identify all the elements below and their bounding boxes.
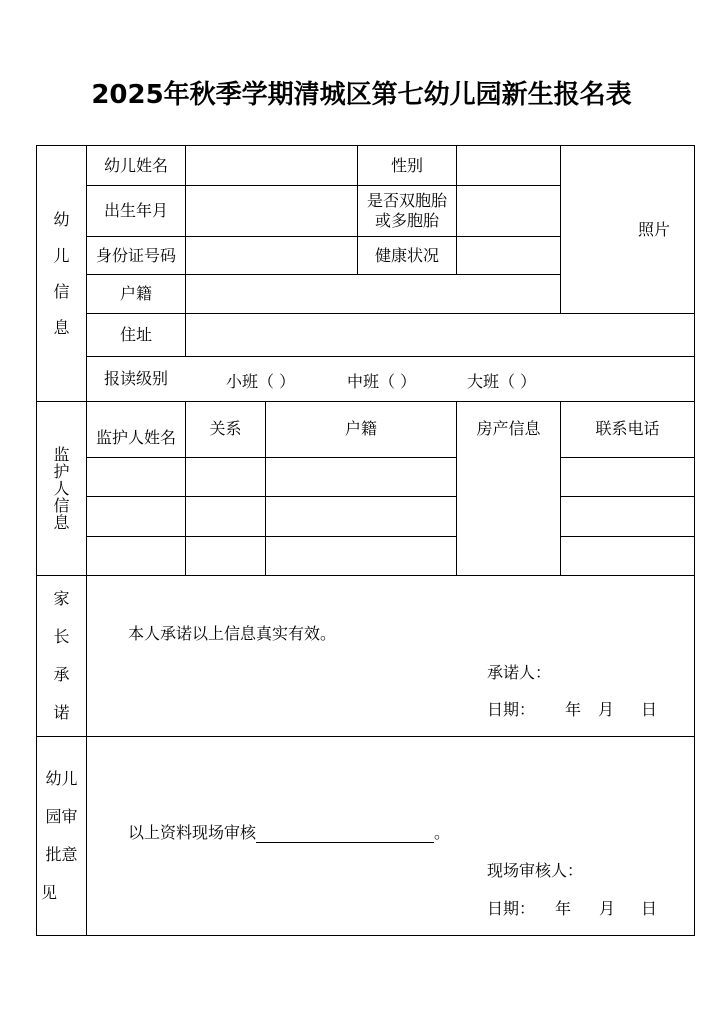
property-info-header: 房产信息: [476, 419, 541, 438]
child-name-label: 幼儿姓名: [103, 155, 168, 175]
child-info-header-char: 幼: [53, 209, 70, 229]
gender-field[interactable]: [457, 146, 560, 185]
twins-label: [358, 186, 456, 236]
review-opinion-header-line: 幼儿: [45, 769, 78, 788]
child-info-header-char: 信: [53, 281, 70, 301]
class-middle-option[interactable]: 中班（ ）: [347, 372, 417, 391]
review-statement-prefix: 以上资料现场审核: [128, 823, 257, 842]
guardian-1-relation-field[interactable]: [186, 458, 265, 496]
promise-date-year: 年: [565, 700, 582, 719]
parent-promise-header: [37, 576, 86, 736]
guardian-name-header: 监护人姓名: [95, 427, 176, 447]
promise-signer-field[interactable]: [555, 656, 675, 682]
property-info-field[interactable]: [457, 458, 560, 575]
relation-header: 关系: [209, 419, 242, 438]
review-date-month: 月: [599, 899, 616, 918]
review-opinion-header-line: 批意: [45, 845, 78, 864]
guardian-2-name-field[interactable]: [87, 497, 185, 536]
reviewer-label: 现场审核人：: [487, 861, 584, 880]
review-date-label: 日期：: [487, 899, 536, 918]
parent-promise-statement: 本人承诺以上信息真实有效。: [128, 624, 337, 643]
review-statement: [128, 820, 450, 843]
id-number-label: 身份证号码: [95, 245, 176, 265]
guardian-3-relation-field[interactable]: [186, 537, 265, 575]
hukou-label: 户籍: [119, 284, 152, 303]
guardian-2-hukou-field[interactable]: [266, 497, 456, 536]
birth-date-label: 出生年月: [103, 201, 168, 220]
review-date-year: 年: [555, 899, 572, 918]
child-info-header-char: 儿: [53, 245, 70, 265]
child-name-field[interactable]: [186, 146, 357, 185]
promise-date-day: 日: [641, 700, 658, 719]
photo-box[interactable]: [561, 146, 694, 313]
review-result-field[interactable]: [256, 824, 434, 843]
guardian-info-header-char: 息: [53, 513, 70, 532]
parent-promise-header-char: 诺: [53, 703, 70, 722]
guardian-info-header-char: 人: [53, 479, 70, 498]
review-opinion-header: [37, 737, 86, 935]
hukou-field[interactable]: [186, 275, 560, 313]
guardian-1-hukou-field[interactable]: [266, 458, 456, 496]
guardian-info-header-char: 监: [53, 445, 70, 464]
class-level-label: 报读级别: [103, 369, 168, 388]
parent-promise-header-char: 家: [53, 589, 70, 608]
guardian-3-phone-field[interactable]: [561, 537, 694, 575]
parent-promise-header-char: 长: [53, 627, 70, 646]
guardian-info-header-char: 信: [53, 496, 70, 515]
twins-label-line: 是否双胞胎: [366, 191, 447, 210]
child-info-header: [37, 146, 86, 401]
twins-field[interactable]: [457, 186, 560, 236]
birth-date-field[interactable]: [186, 186, 357, 236]
page-title: 2025年秋季学期清城区第七幼儿园新生报名表: [91, 80, 632, 110]
photo-label: 照片: [637, 219, 670, 239]
review-opinion-header-line: 见: [41, 883, 58, 902]
guardian-hukou-header: 户籍: [344, 419, 377, 438]
health-field[interactable]: [457, 237, 560, 274]
guardian-1-name-field[interactable]: [87, 458, 185, 496]
class-large-option[interactable]: 大班（ ）: [467, 372, 537, 391]
class-small-option[interactable]: 小班（ ）: [226, 372, 296, 391]
promise-date-month: 月: [598, 700, 615, 719]
guardian-2-phone-field[interactable]: [561, 497, 694, 536]
twins-label-line: 或多胞胎: [374, 211, 439, 230]
review-opinion-header-line: 园审: [45, 807, 78, 826]
child-info-header-char: 息: [53, 317, 70, 337]
address-label: 住址: [119, 325, 152, 344]
review-statement-suffix: 。: [434, 823, 451, 842]
parent-promise-header-char: 承: [53, 665, 70, 684]
address-field[interactable]: [186, 314, 694, 356]
promise-date-label: 日期：: [487, 700, 536, 719]
health-label: 健康状况: [374, 245, 439, 265]
gender-label: 性别: [390, 155, 423, 175]
phone-header: 联系电话: [595, 419, 660, 438]
promise-signer-label: 承诺人：: [487, 663, 552, 682]
guardian-1-phone-field[interactable]: [561, 458, 694, 496]
id-number-field[interactable]: [186, 237, 357, 274]
guardian-info-header-char: 护: [53, 462, 70, 481]
guardian-3-hukou-field[interactable]: [266, 537, 456, 575]
review-date-day: 日: [641, 899, 658, 918]
guardian-info-header: [37, 402, 86, 575]
reviewer-field[interactable]: [585, 854, 685, 880]
guardian-2-relation-field[interactable]: [186, 497, 265, 536]
guardian-3-name-field[interactable]: [87, 537, 185, 575]
